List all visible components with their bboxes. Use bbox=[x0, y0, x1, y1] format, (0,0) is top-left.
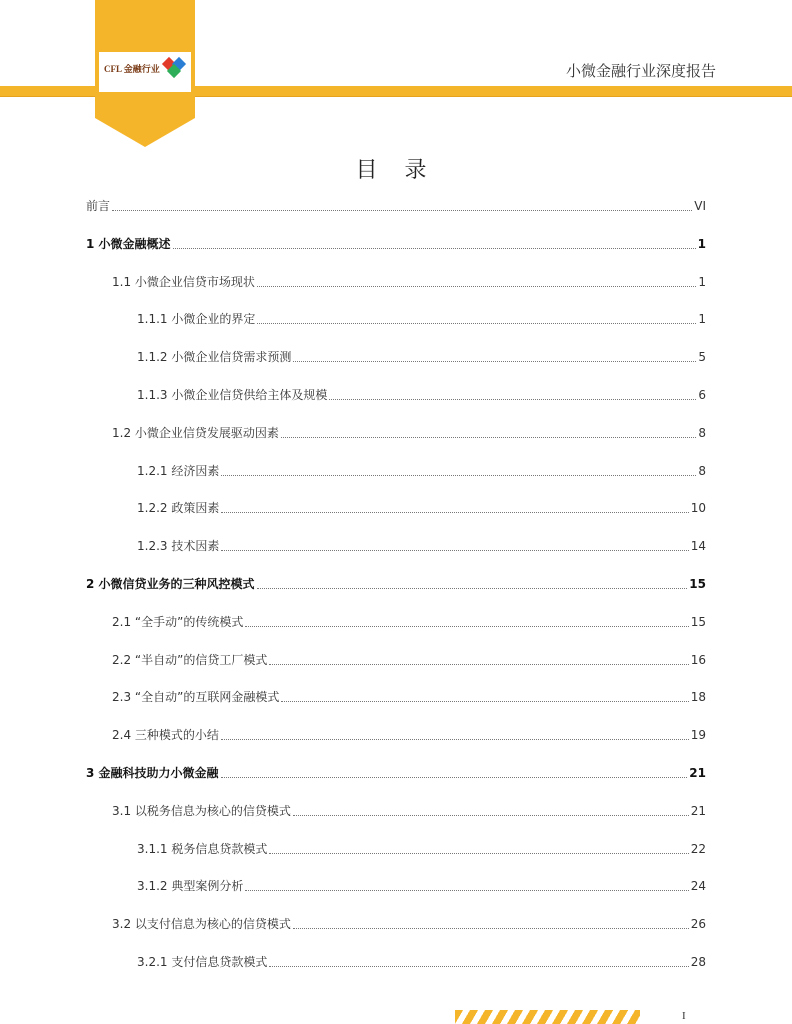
toc-entry[interactable] bbox=[86, 576, 706, 592]
toc-entry[interactable] bbox=[112, 425, 706, 441]
toc-entry[interactable] bbox=[137, 954, 706, 970]
toc-entry-page: 18 bbox=[690, 690, 706, 705]
toc-entry[interactable] bbox=[112, 689, 706, 705]
toc-entry-page: 28 bbox=[690, 955, 706, 969]
toc-entry-title: 3.1 以税务信息为核心的信贷模式 bbox=[112, 803, 291, 818]
toc-leader-dots bbox=[293, 361, 696, 362]
toc-entry[interactable] bbox=[137, 841, 706, 857]
toc-entry-page: 22 bbox=[690, 841, 706, 856]
toc-entry[interactable] bbox=[112, 652, 706, 668]
toc-leader-dots bbox=[221, 739, 689, 740]
toc-entry[interactable] bbox=[86, 236, 706, 252]
toc-leader-dots bbox=[221, 475, 696, 476]
toc-leader-dots bbox=[221, 550, 688, 551]
toc-entry-title: 1.1.3 小微企业信贷供给主体及规模 bbox=[137, 388, 328, 402]
toc-entry-page: 6 bbox=[698, 388, 706, 402]
toc-entry[interactable] bbox=[137, 463, 706, 479]
toc-entry-page: 21 bbox=[689, 766, 706, 780]
toc-leader-dots bbox=[281, 701, 688, 702]
toc-entry-title: 1.1.1 小微企业的界定 bbox=[137, 312, 256, 327]
toc-entry[interactable] bbox=[112, 614, 706, 630]
toc-heading: 目 录 bbox=[355, 158, 437, 183]
toc-leader-dots bbox=[257, 286, 696, 287]
toc-entry-page: 15 bbox=[689, 577, 706, 591]
toc-entry[interactable] bbox=[137, 387, 706, 403]
toc-entry-page: 21 bbox=[690, 803, 706, 818]
toc-leader-dots bbox=[221, 512, 688, 513]
toc-entry-title: 2.2 “半自动”的信贷工厂模式 bbox=[112, 652, 268, 667]
toc-entry-page: 15 bbox=[690, 614, 706, 629]
footer-stripe-decoration bbox=[455, 1010, 640, 1024]
toc-entry-title: 2.4 三种模式的小结 bbox=[112, 728, 219, 743]
toc-entry-title: 1.2 小微企业信贷发展驱动因素 bbox=[112, 425, 279, 440]
toc-entry-page: 26 bbox=[690, 917, 706, 932]
toc-entry[interactable] bbox=[137, 500, 706, 516]
toc-entry-page: 14 bbox=[690, 539, 706, 554]
toc-leader-dots bbox=[245, 890, 688, 891]
toc-leader-dots bbox=[257, 323, 696, 324]
toc-entry-page: VI bbox=[694, 199, 706, 213]
toc-entry-page: 19 bbox=[690, 728, 706, 743]
toc-leader-dots bbox=[293, 815, 689, 816]
toc-entry-title: 2.3 “全自动”的互联网金融模式 bbox=[112, 690, 280, 705]
toc-entry-page: 8 bbox=[698, 425, 706, 440]
toc-entry-title: 前言 bbox=[86, 199, 111, 213]
toc-entry-page: 10 bbox=[690, 501, 706, 516]
logo-text: CFL 金融行业 bbox=[104, 64, 160, 74]
toc-entry[interactable] bbox=[86, 198, 706, 214]
toc-entry-title: 1 小微金融概述 bbox=[86, 236, 171, 251]
toc-entry-title: 2.1 “全手动”的传统模式 bbox=[112, 614, 244, 629]
toc-entry-title: 3.2.1 支付信息贷款模式 bbox=[137, 955, 268, 969]
toc-entry[interactable] bbox=[112, 727, 706, 743]
logo-mark-icon bbox=[160, 56, 190, 84]
toc-entry[interactable] bbox=[86, 765, 706, 781]
toc-entry-page: 5 bbox=[698, 350, 706, 365]
toc-entry[interactable] bbox=[137, 538, 706, 554]
report-title: 小微金融行业深度报告 bbox=[565, 62, 716, 80]
toc-leader-dots bbox=[221, 777, 688, 778]
toc-entry-title: 3.1.1 税务信息贷款模式 bbox=[137, 841, 268, 856]
toc-entry-title: 1.2.1 经济因素 bbox=[137, 463, 220, 478]
toc-leader-dots bbox=[269, 664, 688, 665]
toc-entry-title: 1.1.2 小微企业信贷需求预测 bbox=[137, 350, 292, 365]
toc-entry-page: 1 bbox=[698, 274, 706, 289]
toc-entry[interactable] bbox=[112, 803, 706, 819]
toc-entry-title: 1.2.3 技术因素 bbox=[137, 539, 220, 554]
toc-entry[interactable] bbox=[112, 274, 706, 290]
toc-leader-dots bbox=[329, 399, 696, 400]
toc-leader-dots bbox=[269, 966, 688, 967]
toc-entry-title: 3.2 以支付信息为核心的信贷模式 bbox=[112, 917, 291, 932]
toc-entry[interactable] bbox=[112, 916, 706, 932]
toc-leader-dots bbox=[293, 928, 689, 929]
toc-entry-page: 24 bbox=[690, 879, 706, 894]
toc-entry-title: 3.1.2 典型案例分析 bbox=[137, 879, 244, 894]
toc-entry-page: 1 bbox=[698, 312, 706, 327]
toc-entry-page: 16 bbox=[690, 652, 706, 667]
toc-entry-page: 1 bbox=[697, 236, 706, 251]
toc-leader-dots bbox=[112, 210, 692, 211]
toc-leader-dots bbox=[257, 588, 688, 589]
toc-leader-dots bbox=[245, 626, 688, 627]
toc-leader-dots bbox=[281, 437, 696, 438]
toc-entry-title: 3 金融科技助力小微金融 bbox=[86, 766, 219, 780]
toc-entry-title: 1.2.2 政策因素 bbox=[137, 501, 220, 516]
toc-entry[interactable] bbox=[137, 311, 706, 327]
toc-leader-dots bbox=[269, 853, 688, 854]
toc-entry-title: 1.1 小微企业信贷市场现状 bbox=[112, 274, 255, 289]
toc-leader-dots bbox=[173, 248, 696, 249]
toc-entry-page: 8 bbox=[698, 463, 706, 478]
toc-entry[interactable] bbox=[137, 878, 706, 894]
page-number: I bbox=[682, 1010, 686, 1022]
toc-entry-title: 2 小微信贷业务的三种风控模式 bbox=[86, 577, 255, 591]
toc-entry[interactable] bbox=[137, 349, 706, 365]
